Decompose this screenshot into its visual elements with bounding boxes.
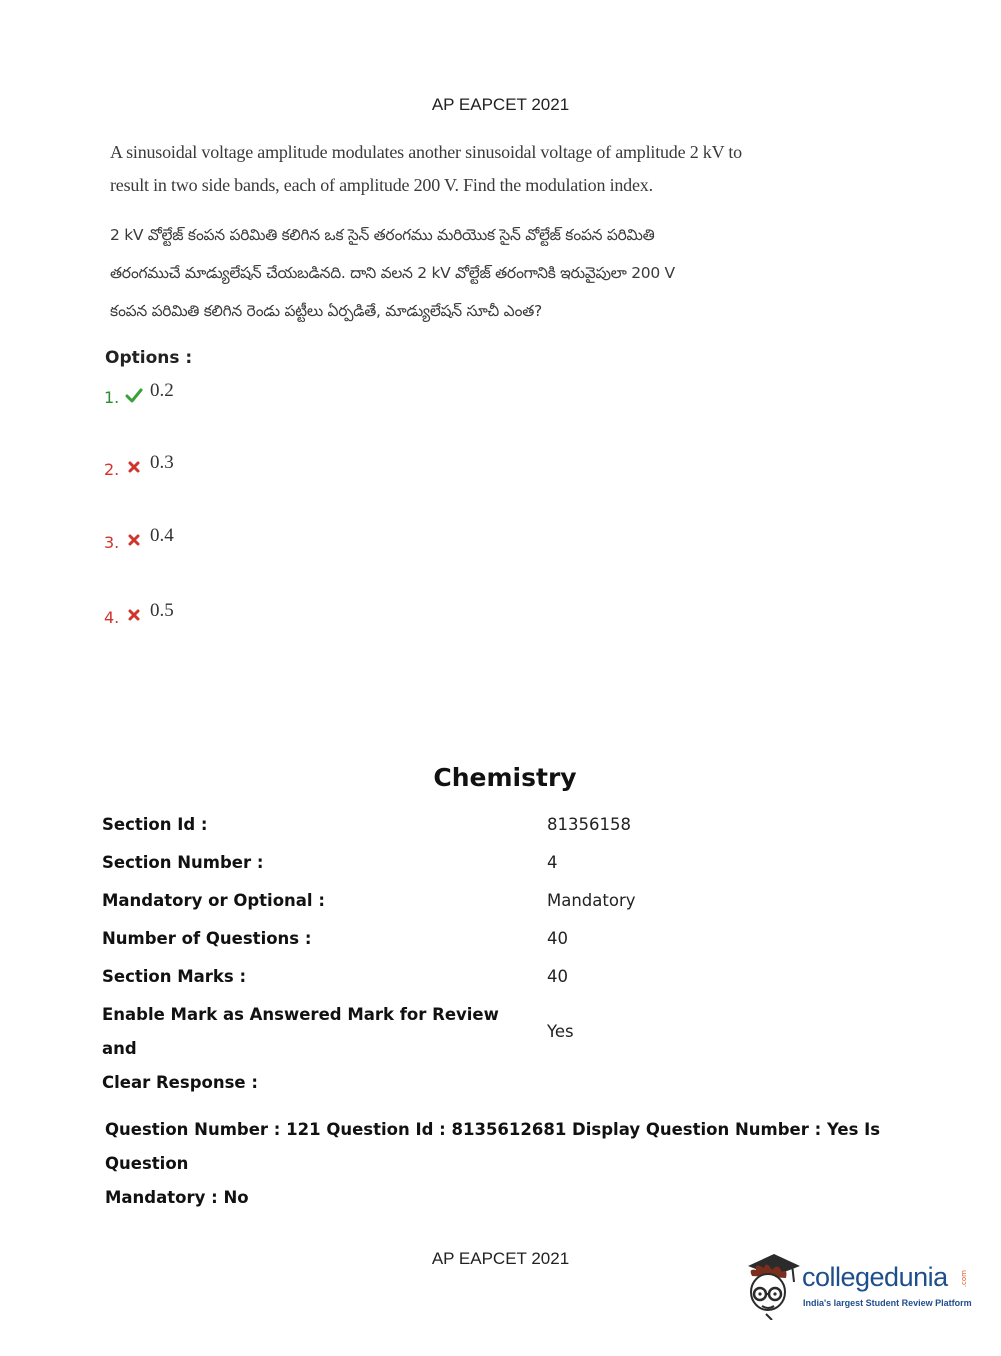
cross-icon: [125, 606, 143, 624]
option-3: [104, 525, 304, 555]
option-value: 0.5: [150, 600, 174, 621]
section-number-value: 4: [547, 853, 558, 872]
question-meta: [105, 1113, 925, 1215]
question-count-value: 40: [547, 929, 568, 948]
question-telugu-line: 2 kV వోల్టేజ్ కంపన పరిమితి కలిగిన ఒక సైన్ తరంగము మరియొక సైన్ వోల్టేజ్ కంపన పరిమితి: [110, 226, 655, 244]
option-value: 0.4: [150, 525, 174, 546]
option-4: [104, 600, 304, 630]
cross-icon: [125, 531, 143, 549]
page-footer-title: AP EAPCET 2021: [431, 1249, 570, 1268]
question-english-line: A sinusoidal voltage amplitude modulates another sinusoidal voltage of amplitude 2 kV to: [110, 142, 742, 162]
question-telugu-line: తరంగముచే మాడ్యులేషన్ చేయబడినది. దాని వలన 2 kV వోల్టేజ్ తరంగానికి ఇరువైపులా 200 V: [110, 264, 675, 282]
question-text-telugu: [110, 216, 750, 330]
enable-mark-value: Yes: [547, 1022, 574, 1041]
section-number-label: Section Number :: [102, 853, 264, 872]
page-header-title: AP EAPCET 2021: [431, 95, 570, 114]
collegedunia-logo: [742, 1248, 982, 1320]
enable-mark-label: [102, 998, 522, 1100]
section-marks-label: Section Marks :: [102, 967, 247, 986]
question-count-label: Number of Questions :: [102, 929, 312, 948]
check-icon: [125, 386, 143, 404]
logo-tagline: India's largest Student Review Platform: [803, 1298, 972, 1308]
question-text-english: [110, 136, 750, 202]
option-number: 1.: [104, 388, 120, 407]
section-id-label: Section Id :: [102, 815, 208, 834]
cross-icon: [125, 458, 143, 476]
question-meta-line: Mandatory : No: [105, 1188, 249, 1207]
enable-mark-label-line: Enable Mark as Answered Mark for Review and: [102, 1005, 499, 1058]
question-telugu-line: కంపన పరిమితి కలిగిన రెండు పట్టీలు ఏర్పడితే, మాడ్యులేషన్ సూచీ ఎంత?: [110, 302, 542, 320]
option-number: 3.: [104, 533, 120, 552]
options-label: Options :: [105, 348, 193, 368]
option-number: 2.: [104, 460, 120, 479]
section-heading: Chemistry: [433, 763, 577, 792]
section-id-value: 81356158: [547, 815, 631, 834]
mandatory-label: Mandatory or Optional :: [102, 891, 325, 910]
option-value: 0.2: [150, 380, 174, 401]
option-1: [104, 380, 304, 410]
logo-wordmark: collegedunia: [802, 1262, 948, 1292]
logo-domain-suffix: .com: [960, 1270, 968, 1288]
enable-mark-label-line: Clear Response :: [102, 1073, 258, 1092]
option-number: 4.: [104, 608, 120, 627]
question-meta-line: Question Number : 121 Question Id : 8135612681 Display Question Number : Yes Is Question: [105, 1120, 881, 1173]
option-2: [104, 452, 304, 482]
section-marks-value: 40: [547, 967, 568, 986]
mandatory-value: Mandatory: [547, 891, 636, 910]
question-english-line: result in two side bands, each of amplitude 200 V. Find the modulation index.: [110, 175, 653, 195]
option-value: 0.3: [150, 452, 174, 473]
collegedunia-mascot-icon: [742, 1248, 802, 1320]
